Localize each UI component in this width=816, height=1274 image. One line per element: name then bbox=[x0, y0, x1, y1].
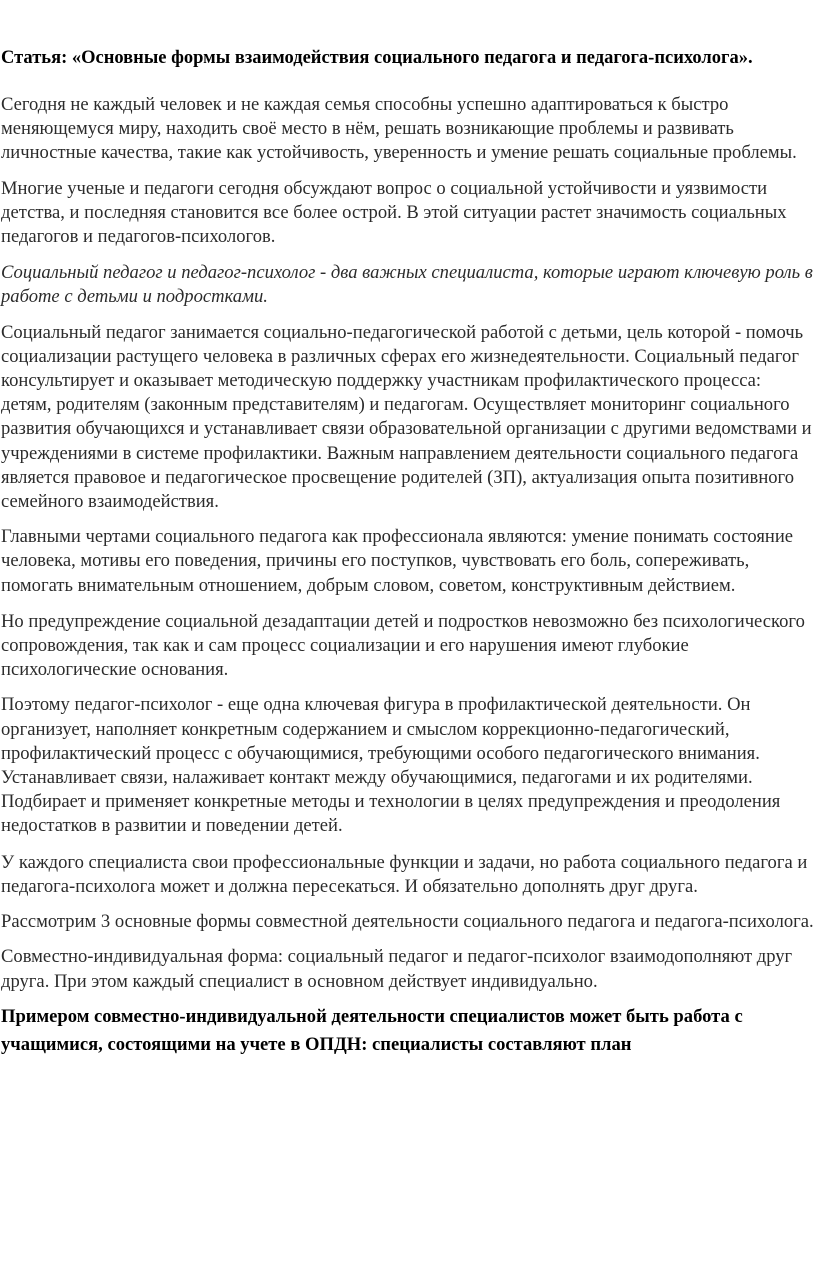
paragraph-functions: У каждого специалиста свои профессиональные функции и задачи, но работа социального педагога и педагога-психолога может и должна пересекаться. И обязательно дополнять друг друга. bbox=[1, 851, 808, 897]
paragraph-intro: Сегодня не каждый человек и не каждая семья способны успешно адаптироваться к быстро меняющемуся миру, находить своё место в нём, решать возникающие проблемы и развивать личностные качества, такие как устойчивость, уверенность и умение решать социальные проблемы. bbox=[1, 94, 797, 164]
paragraph-joint-individual-form: Совместно-индивидуальная форма: социальный педагог и педагог-психолог взаимодополняют друг друга. При этом каждый специалист в основном действует индивидуально. bbox=[1, 946, 793, 992]
paragraph-example: Примером совместно-индивидуальной деятельности специалистов может быть работа с учащимися, состоящими на учете в ОПДН: специалисты составляют план bbox=[1, 1005, 743, 1055]
paragraph-two-specialists: Социальный педагог и педагог-психолог - два важных специалиста, которые играют ключевую роль в работе с детьми и подростками. bbox=[1, 262, 813, 308]
paragraph-three-forms: Рассмотрим 3 основные формы совместной деятельности социального педагога и педагога-психолога. bbox=[1, 911, 814, 933]
paragraph-main-traits: Главными чертами социального педагога как профессионала являются: умение понимать состояние человека, мотивы его поведения, причины его поступков, чувствовать его боль, сопереживать, помогать внимательным отношением, добрым словом, советом, конструктивным действием. bbox=[1, 526, 794, 596]
paragraph-social-pedagogue: Социальный педагог занимается социально-педагогической работой с детьми, цель которой - помочь социализации растущего человека в различных сферах его жизнедеятельности. Социальный педагог консультирует и оказывает методическую поддержку участникам профилактического процесса: детям, родителям (законным представителям) и педагогам. Осуществляет мониторинг социального развития обучающихся и устанавливает связи образовательной организации с другими ведомствами и учреждениями в системе профилактики. Важным направлением деятельности социального педагога является правовое и педагогическое просвещение родителей (ЗП), актуализация опыта позитивного семейного взаимодействия. bbox=[1, 321, 812, 513]
paragraph-psychologist: Поэтому педагог-психолог - еще одна ключевая фигура в профилактической деятельности. Он организует, наполняет конкретным содержанием и смыслом коррекционно-педагогический, профилактический процесс с обучающимися, требующими особого педагогического внимания. Устанавливает связи, налаживает контакт между обучающимися, педагогами и их родителями. Подбирает и применяет конкретные методы и технологии в целях предупреждения и преодоления недостатков в развитии и поведении детей. bbox=[1, 694, 781, 837]
document-page bbox=[1, 0, 815, 1059]
paragraph-prevention: Но предупреждение социальной дезадаптации детей и подростков невозможно без психологического сопровождения, так как и сам процесс социализации и его нарушения имеют глубокие психологические основания. bbox=[1, 610, 805, 681]
article-title: Статья: «Основные формы взаимодействия социального педагога и педагога-психолога». bbox=[1, 48, 753, 68]
paragraph-scientists: Многие ученые и педагоги сегодня обсуждают вопрос о социальной устойчивости и уязвимости детства, и последняя становится все более острой. В этой ситуации растет значимость социальных педагогов и педагогов-психологов. bbox=[1, 177, 787, 248]
